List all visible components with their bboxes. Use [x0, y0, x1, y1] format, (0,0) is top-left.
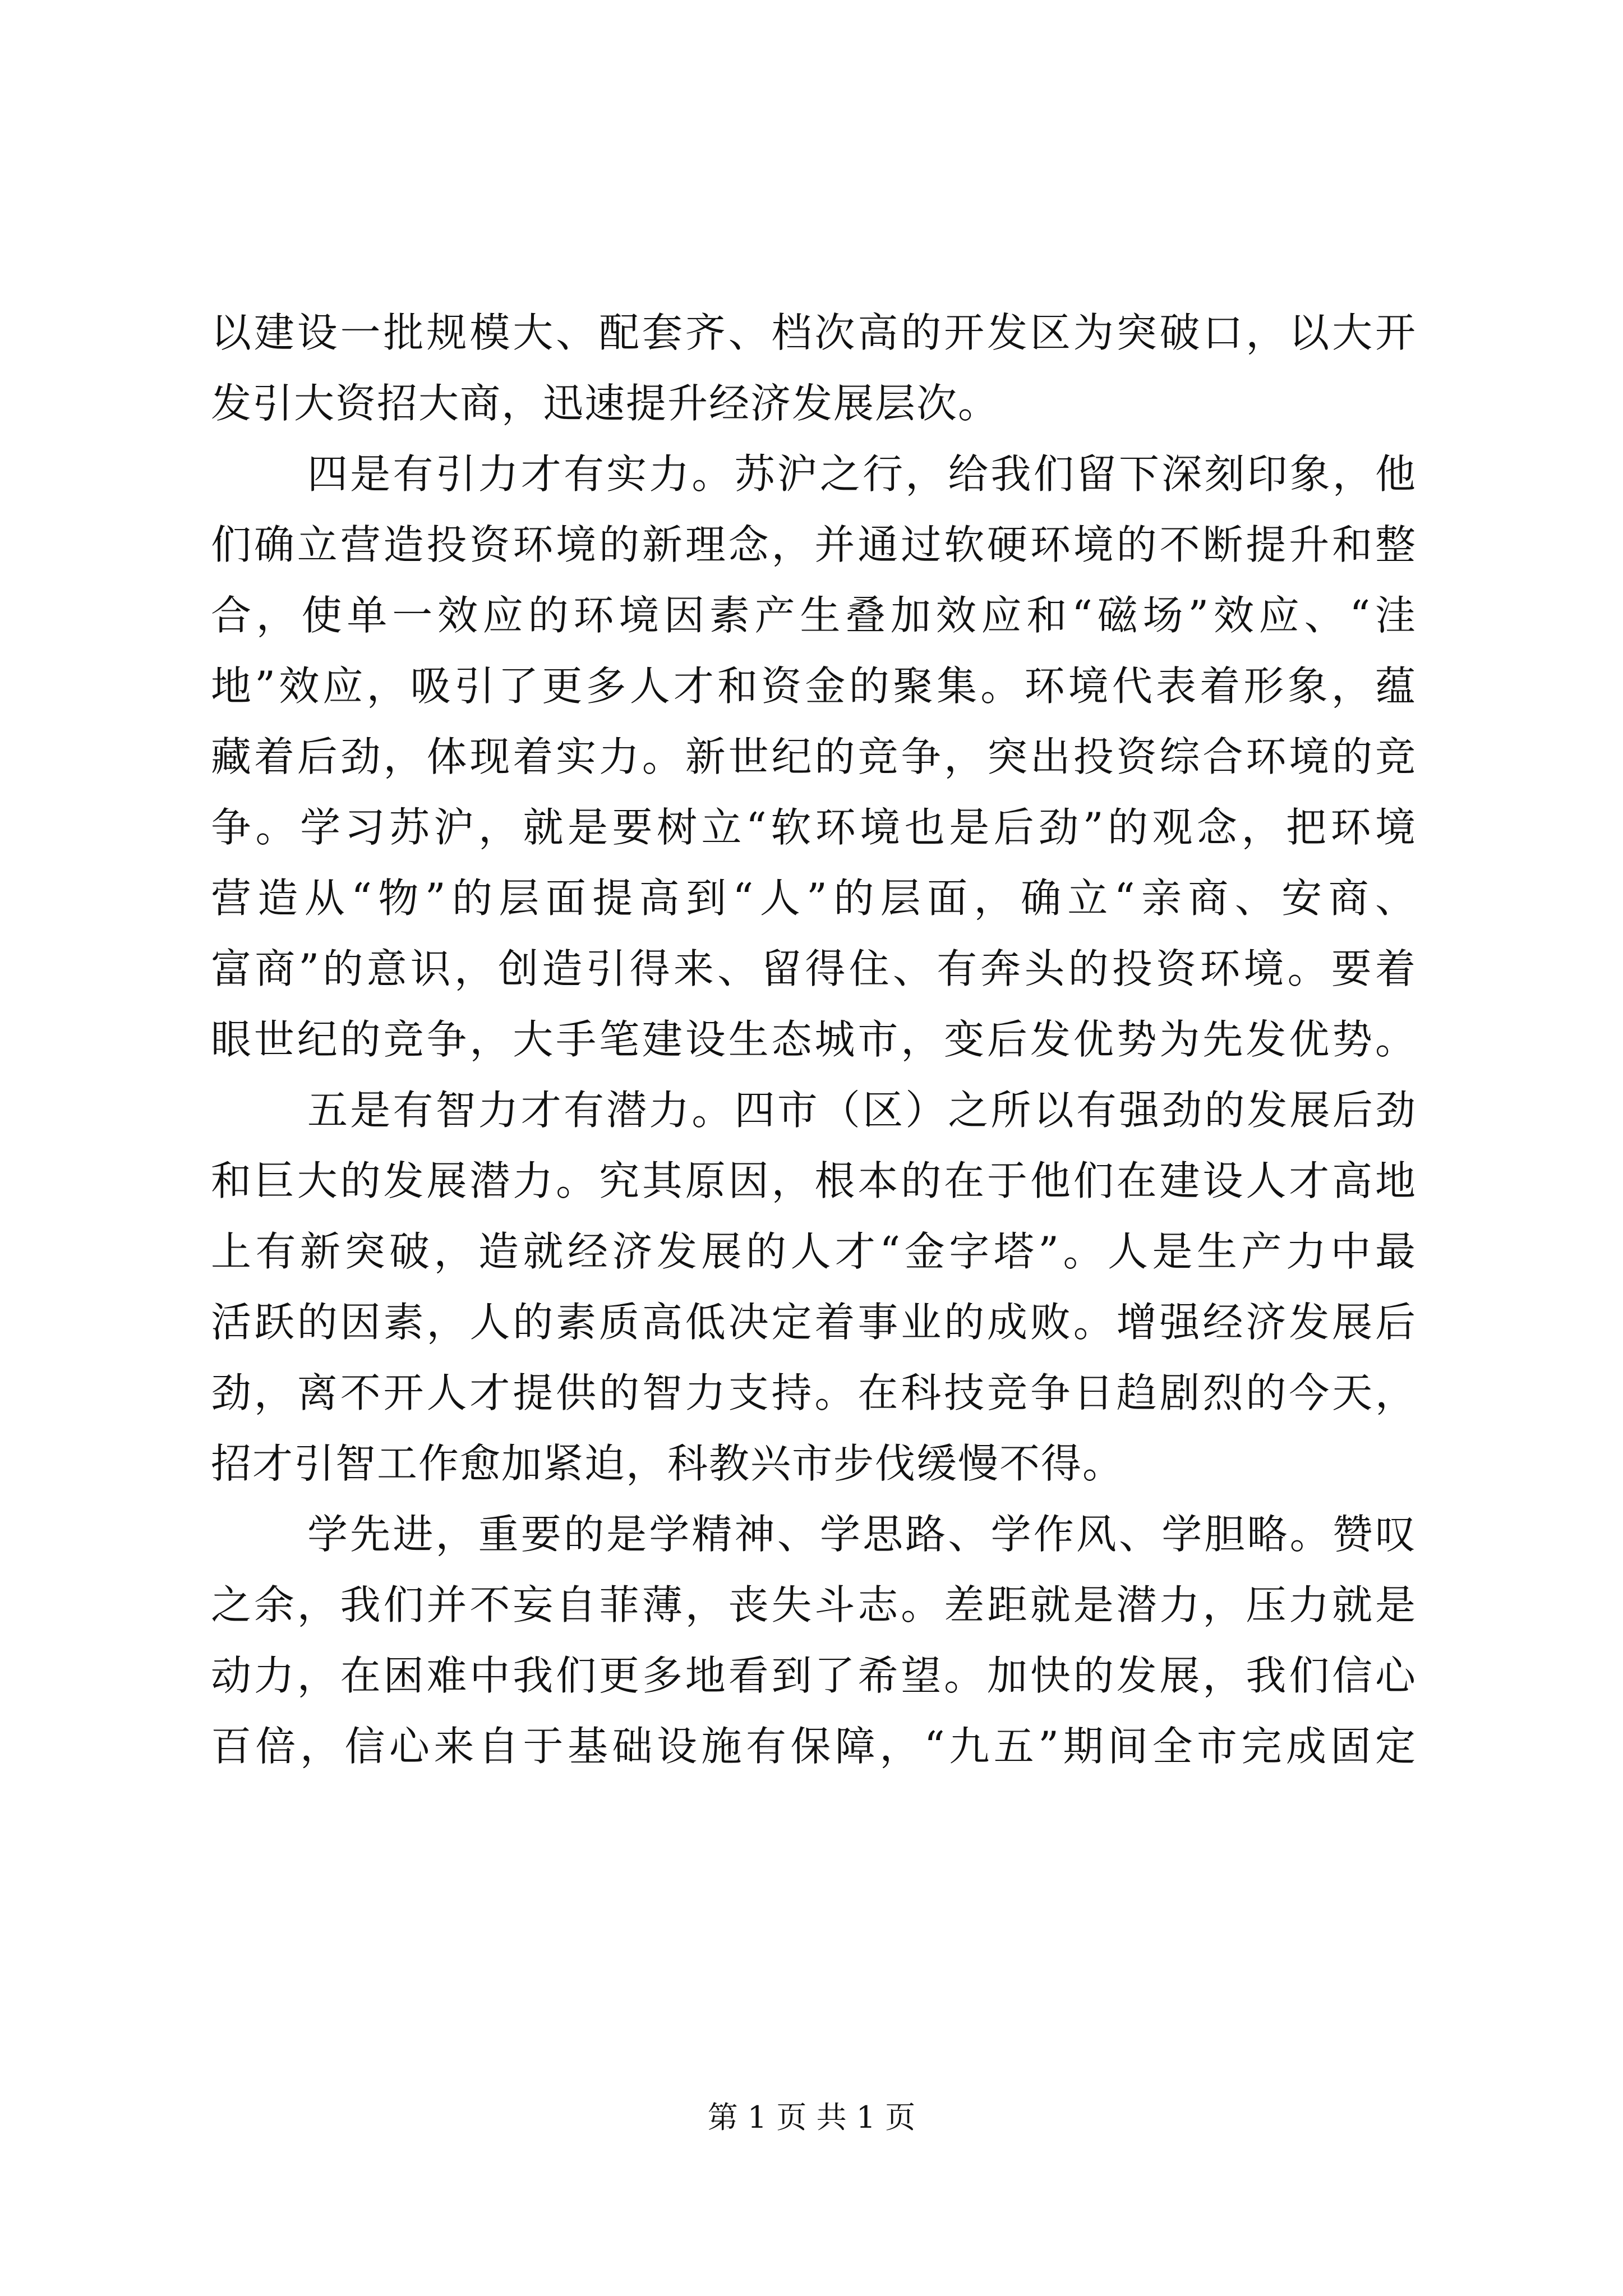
- text-line: 营造从“物”的层面提高到“人”的层面，确立“亲商、安商、: [211, 875, 1417, 922]
- text-line: 眼世纪的竞争，大手笔建设生态城市，变后发优势为先发优势。: [211, 1016, 1417, 1063]
- paragraph-first-line: 四是有引力才有实力。苏沪之行，给我们留下深刻印象，他: [307, 450, 1417, 498]
- paragraph-first-line: 五是有智力才有潜力。四市（区）之所以有强劲的发展后劲: [307, 1087, 1417, 1134]
- document-body: [211, 297, 1417, 1782]
- text-line: 争。学习苏沪，就是要树立“软环境也是后劲”的观念，把环境: [211, 804, 1417, 851]
- text-line: 之余，我们并不妄自菲薄，丧失斗志。差距就是潜力，压力就是: [211, 1581, 1417, 1628]
- text-line: 合，使单一效应的环境因素产生叠加效应和“磁场”效应、“洼: [211, 592, 1417, 639]
- text-line: 动力，在困难中我们更多地看到了希望。加快的发展，我们信心: [211, 1652, 1417, 1699]
- text-line: 劲，离不开人才提供的智力支持。在科技竞争日趋剧烈的今天，: [211, 1369, 1417, 1416]
- text-line: 们确立营造投资环境的新理念，并通过软硬环境的不断提升和整: [211, 521, 1417, 568]
- paragraph-first-line: 学先进，重要的是学精神、学思路、学作风、学胆略。赞叹: [307, 1511, 1417, 1558]
- text-line: 活跃的因素，人的素质高低决定着事业的成败。增强经济发展后: [211, 1299, 1417, 1346]
- page-number-footer: 第 1 页 共 1 页: [707, 2100, 916, 2135]
- text-line: 招才引智工作愈加紧迫，科教兴市步伐缓慢不得。: [211, 1440, 1124, 1487]
- text-line: 百倍，信心来自于基础设施有保障，“九五”期间全市完成固定: [211, 1723, 1417, 1770]
- text-line: 以建设一批规模大、配套齐、档次高的开发区为突破口，以大开: [211, 309, 1417, 356]
- text-line: 地”效应，吸引了更多人才和资金的聚集。环境代表着形象，蕴: [211, 662, 1417, 710]
- text-line: 发引大资招大商，迅速提升经济发展层次。: [211, 380, 1000, 427]
- text-line: 上有新突破，造就经济发展的人才“金字塔”。人是生产力中最: [211, 1228, 1417, 1275]
- text-line: 富商”的意识，创造引得来、留得住、有奔头的投资环境。要着: [211, 945, 1417, 992]
- text-line: 和巨大的发展潜力。究其原因，根本的在于他们在建设人才高地: [211, 1157, 1417, 1204]
- text-line: 藏着后劲，体现着实力。新世纪的竞争，突出投资综合环境的竞: [211, 733, 1417, 780]
